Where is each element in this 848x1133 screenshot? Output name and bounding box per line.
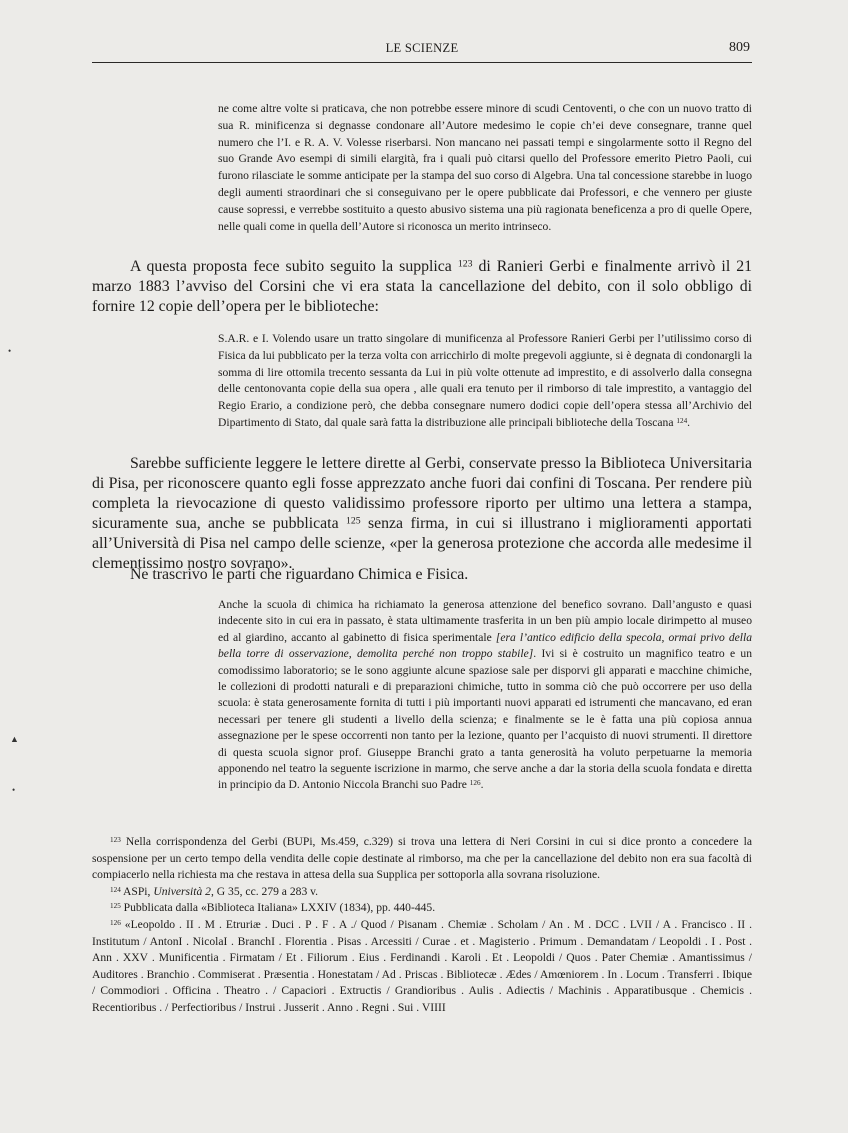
quotation-3 — [218, 597, 752, 794]
margin-triangle-mark: ▲ — [10, 734, 19, 744]
para-1-text-start: A questa proposta fece subito seguito la supplica — [130, 258, 458, 275]
para-1-text-end: di Ranieri Gerbi e finalmente arrivò il 21 marzo 1883 l’avviso del Corsini che vi era stata la cancellazione del debito, con il solo obbligo di fornire 12 copie dell’opera per le biblioteche: — [92, 258, 752, 315]
page-number: 809 — [729, 40, 750, 55]
footnotes — [92, 834, 752, 1017]
footnote-number-125: 125 — [110, 902, 121, 911]
footnote-126 — [92, 917, 752, 1017]
footnote-124 — [92, 884, 752, 901]
footnote-number-123: 123 — [110, 835, 121, 844]
footnote-number-126: 126 — [110, 918, 121, 927]
quotation-3-italic-note: [era l’antico edificio della specola, ormai privo della bella torre di osservazione, demolita perché non troppo stabile] — [218, 630, 752, 661]
footnote-123-text: Nella corrispondenza del Gerbi (BUPi, Ms.459, c.329) si trova una lettera di Neri Corsini in cui si dice pronto a concedere la sospensione per un certo tempo della vendita delle copie destinate al rimborso, ma che per la cancellazione del debito non era sua facoltà di compiacerlo nella richiesta ma che restava in attesa della sua Supplica per sottoporla alla sovrana risoluzione. — [92, 835, 752, 882]
footnote-124-text-end: , G 35, cc. 279 a 283 v. — [210, 884, 319, 898]
quotation-3-end: . — [480, 778, 484, 792]
footnote-124-text-start: ASPi, — [120, 884, 154, 898]
footnote-123 — [92, 834, 752, 884]
quotation-1-text: ne come altre volte si praticava, che non potrebbe essere minore di scudi Centoventi, o che con un nuovo tratto di sua R. minificenza si degnasse condonare all’Autore medesimo le copie ch’ei deve consegnare, tranne quel numero che l’I. e R. A. V. Volesse riserbarsi. Non mancano nei passati tempi e singolarmente sotto il Regno del suo Grande Avo esempi di simili elargità, fra i quali può citarsi quello del Professore emerito Pietro Paoli, cui furono rilasciate le somme anticipate per la stampa del suo corso di Algebra. Una tal concessione starebbe in luogo degli aumenti straordinari che si conseguivano per le opere pubblicate dai Professori, e che vennero per giuste cause sopressi, e verrebbe sostituito a questo abusivo sistema una più ragionata beneficenza a pro di quelle Opere, nelle quali come in quella dell’Autore si riconosca un merito intrinseco. — [218, 102, 752, 233]
quotation-1 — [218, 101, 752, 235]
para-2-text-start: Sarebbe sufficiente leggere le lettere dirette al Gerbi, conservate presso la Biblioteca Universitaria di Pisa, per riconoscere quanto egli fosse apprezzato anche fuori dai confini di Toscana. Per rendere più completa la rievocazione di questo validissimo professore riporto per ultimo una lettera a stampa, sicuramente sua, anche se pubblicata — [92, 455, 752, 532]
footnote-number-124: 124 — [110, 885, 121, 894]
body-paragraph-1 — [92, 257, 752, 317]
footnote-125 — [92, 900, 752, 917]
quotation-3-text-end: . Ivi si è costruito un magnifico teatro e un comodissimo laboratorio; se le sono aggiunte alcune spaziose sale per disporvi gli apparati e macchine chimiche, le collezioni di prodotti naturali e di preparazioni chimiche, tutto in somma ciò che può occorrere per uso della scuola: è stata generosamente fornita di tutti i più importanti nuovi apparati ed istrumenti che mancavano, ed eran necessari per tenere gli studenti a livello della scienza; e finalmente se le è fatta una più copiosa annua assegnazione per le spese occorrenti non tanto per la lezione, quanto per l’acquisto di nuovi strumenti. Il direttore di questa scuola signor prof. Giuseppe Branchi grato a tanta generosità ha voluto perpetuarne la memoria apponendo nel teatro la seguente iscrizione in marmo, che serve anche a dar la storia della scuola fondata e diretta in principio da D. Antonio Niccola Branchi suo Padre — [218, 647, 752, 792]
body-paragraph-2 — [92, 454, 752, 574]
footnote-ref-125[interactable]: 125 — [345, 515, 361, 527]
margin-dot-mark: • — [8, 346, 12, 356]
footnote-ref-124[interactable]: 124 — [676, 416, 688, 425]
quotation-2 — [218, 331, 752, 432]
running-title: LE SCIENZE — [385, 41, 459, 55]
footnote-126-text: «Leopoldo . II . M . Etruriæ . Duci . P . F . A ./ Quod / Pisanam . Chemiæ . Scholam / An . M . DCC . LVII / A . Francisco . II . Institutum / AntonI . NicolaI . BranchI . Florentia . Pisas . Arcessiti / Curae . et . Magisterio . Primum . Demandatam / Leopoldi . I . Post . Ann . XXV . Munificentia . Firmatam / Et . Filiorum . Eius . Ferdinandi . Karoli . Et . Leopoldi / Quos . Pater Chemiæ . Amantissimus / Auditores . Branchio . Commiserat . Præsentia . Honestatam / Ad . Priscas . Bibliotecæ . Ædes / Amœniorem . In . Locum . Transferri . Ibique / Commodiori . Officina . Theatro . / Capaciori . Extructis / Grandioribus . Aulis . Adiectis / Machinis . Apparatibusque . Chemicis . Recentioribus . / Perfectioribus / Instrui . Jusserit . Anno . Regni . Sui . VIIII — [92, 917, 752, 1014]
footnote-ref-126[interactable]: 126 — [469, 779, 481, 788]
margin-dot-mark-2: • — [12, 785, 16, 795]
para-3-text: Ne trascrivo le parti che riguardano Chimica e Fisica. — [130, 566, 469, 583]
para-2-text-end: senza firma, in cui si illustrano i miglioramenti apportati all’Università di Pisa nel campo delle scienze, «per la generosa protezione che accorda alle medesime il clementissimo nostro sovrano». — [92, 515, 752, 572]
quotation-2-text: S.A.R. e I. Volendo usare un tratto singolare di munificenza al Professore Ranieri Gerbi per l’utilissimo corso di Fisica da lui pubblicato per la terza volta con arricchirlo di molte pregevoli aggiunte, si è degnata di condonargli la somma di lire ottomila trecento sessanta da Lui in più volte ottenute ad imprestito, e di assolverlo dalla consegna delle centonovanta copie della sua opera , alle quali era tenuto per il rimborso di tale imprestito, a vantaggio del Regio Erario, a condizione però, che debba consegnare numero dodici copie dell’opera stessa all’Archivio del Dipartimento di Stato, dal quale sarà fatta la distribuzione alle principali biblioteche della Toscana — [218, 332, 752, 429]
footnote-124-italic: Università 2 — [153, 884, 211, 898]
quotation-2-end: . — [687, 415, 691, 429]
footnote-ref-123[interactable]: 123 — [457, 258, 473, 270]
running-head — [92, 40, 752, 63]
quotation-3-text-start: Anche la scuola di chimica ha richiamato la generosa attenzione del benefico sovrano. Dall’angusto e quasi indecente sito in cui era in passato, è stata ultimamente trasferita in un ben più ampio locale dirimpetto al museo ed al giardino, accanto al gabinetto di fisica sperimentale — [218, 598, 752, 644]
body-paragraph-3 — [92, 565, 752, 585]
footnote-125-text: Pubblicata dalla «Biblioteca Italiana» LXXIV (1834), pp. 440-445. — [120, 901, 436, 915]
